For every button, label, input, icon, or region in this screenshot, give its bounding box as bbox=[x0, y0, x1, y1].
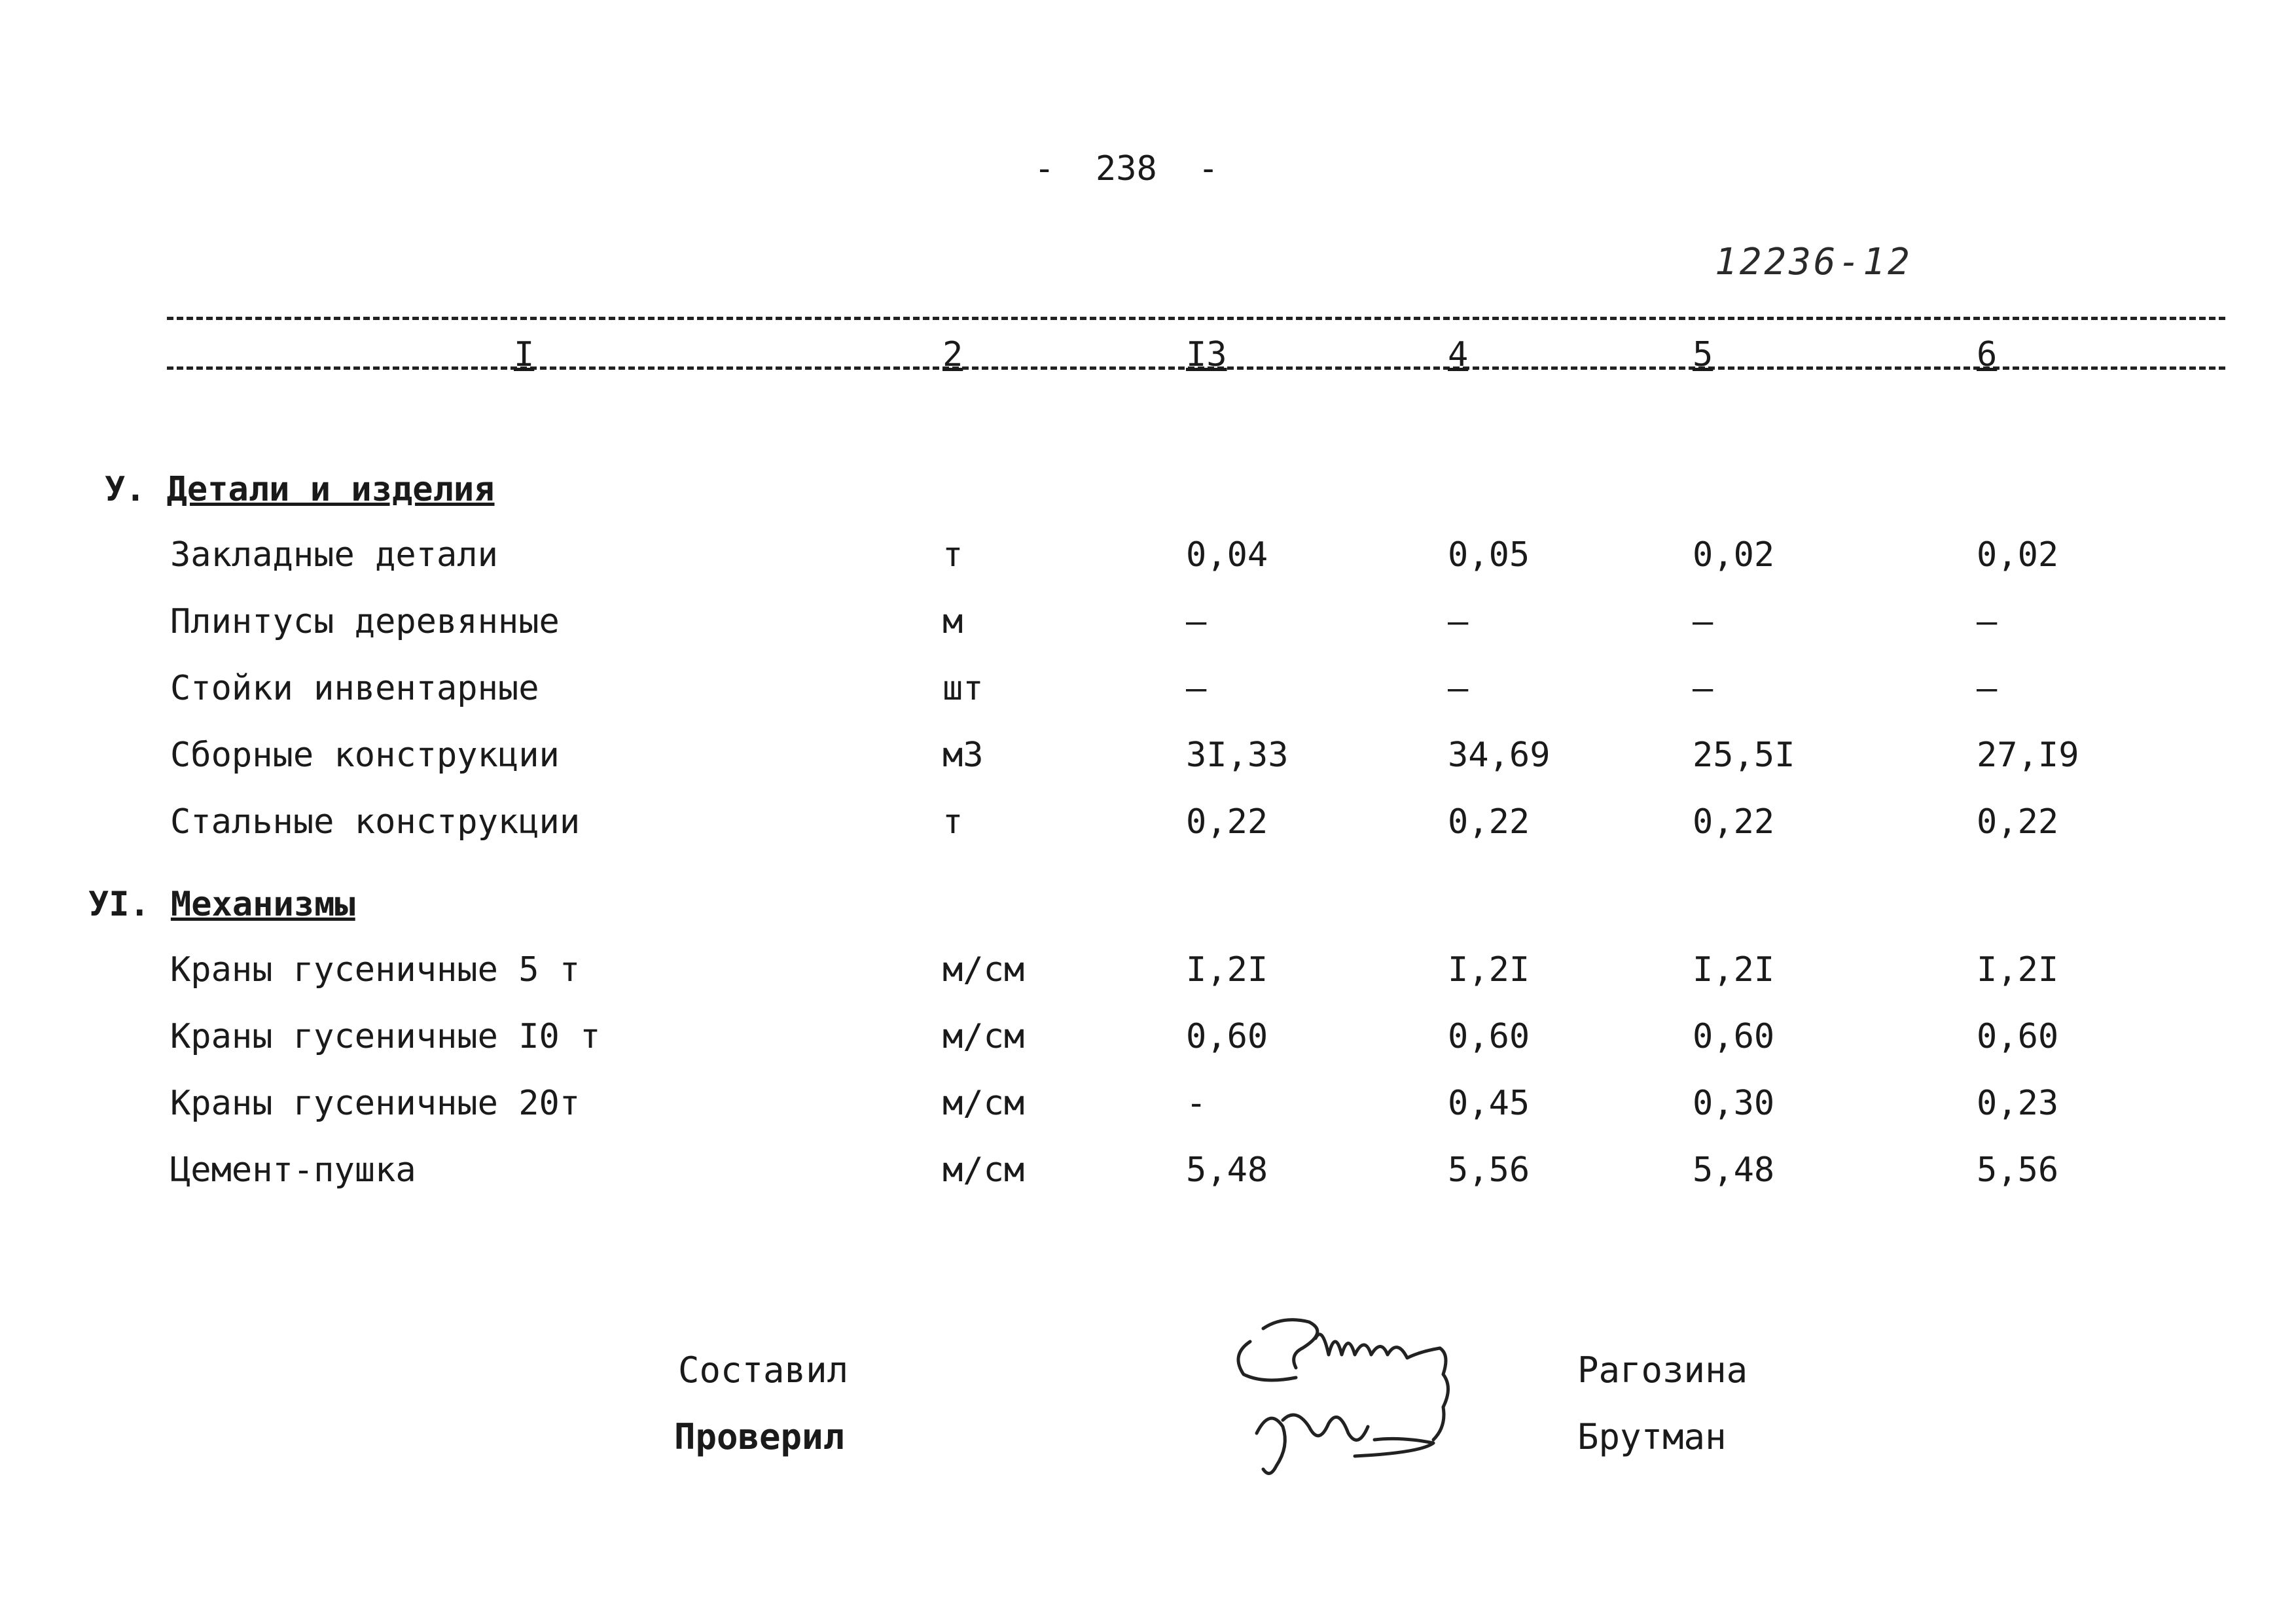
compiled-by-name: Рагозина bbox=[1577, 1349, 1748, 1391]
row-unit: т bbox=[942, 802, 963, 842]
table-row bbox=[0, 1150, 2296, 1196]
row-value-col5: – bbox=[1693, 669, 1713, 708]
page-number: - 238 - bbox=[1034, 149, 1219, 188]
row-value-col6: 0,60 bbox=[1977, 1017, 2059, 1056]
row-value-col3: - bbox=[1186, 1084, 1207, 1123]
section-title bbox=[105, 470, 495, 509]
column-header-5: 5 bbox=[1693, 335, 1713, 374]
row-value-col4: 0,05 bbox=[1448, 535, 1530, 575]
column-header-2: 2 bbox=[942, 335, 963, 374]
row-value-col5: 0,60 bbox=[1693, 1017, 1775, 1056]
column-header-1: I bbox=[514, 335, 535, 374]
row-value-col4: 0,22 bbox=[1448, 802, 1530, 842]
row-name: Краны гусеничные 5 т bbox=[170, 950, 581, 990]
row-value-col4: – bbox=[1448, 602, 1469, 641]
section-number: УI. bbox=[88, 885, 150, 924]
row-unit: м/см bbox=[942, 1150, 1025, 1190]
row-unit: шт bbox=[942, 669, 984, 708]
table-row bbox=[0, 802, 2296, 848]
checked-by-label: Проверил bbox=[674, 1416, 845, 1457]
row-value-col5: 5,48 bbox=[1693, 1150, 1775, 1190]
row-name: Краны гусеничные 20т bbox=[170, 1084, 581, 1123]
row-unit: м/см bbox=[942, 1017, 1025, 1056]
column-header-3: I3 bbox=[1186, 335, 1227, 374]
row-value-col4: 5,56 bbox=[1448, 1150, 1530, 1190]
section-number: У. bbox=[105, 470, 146, 509]
row-unit: м/см bbox=[942, 950, 1025, 990]
row-name: Плинтусы деревянные bbox=[170, 602, 560, 641]
column-header-6: 6 bbox=[1977, 335, 1998, 374]
checked-by-name: Брутман bbox=[1577, 1416, 1727, 1457]
section-heading: Механизмы bbox=[170, 885, 355, 924]
table-row bbox=[0, 950, 2296, 996]
row-name: Цемент-пушка bbox=[170, 1150, 416, 1190]
section-title bbox=[88, 885, 355, 924]
row-unit: м bbox=[942, 602, 963, 641]
row-value-col3: 5,48 bbox=[1186, 1150, 1268, 1190]
row-unit: м/см bbox=[942, 1084, 1025, 1123]
table-row bbox=[0, 535, 2296, 581]
row-value-col5: 0,02 bbox=[1693, 535, 1775, 575]
row-name: Сборные конструкции bbox=[170, 736, 560, 775]
row-name: Стойки инвентарные bbox=[170, 669, 539, 708]
row-name: Краны гусеничные I0 т bbox=[170, 1017, 601, 1056]
section-heading: Детали и изделия bbox=[166, 470, 495, 509]
table-row bbox=[0, 736, 2296, 781]
row-value-col6: 5,56 bbox=[1977, 1150, 2059, 1190]
row-unit: т bbox=[942, 535, 963, 575]
handwritten-signatures bbox=[1224, 1302, 1538, 1486]
row-name: Стальные конструкции bbox=[170, 802, 581, 842]
row-value-col3: – bbox=[1186, 602, 1207, 641]
row-value-col6: 0,23 bbox=[1977, 1084, 2059, 1123]
row-value-col4: I,2I bbox=[1448, 950, 1530, 990]
row-value-col6: – bbox=[1977, 602, 1998, 641]
row-value-col6: – bbox=[1977, 669, 1998, 708]
row-value-col5: 0,30 bbox=[1693, 1084, 1775, 1123]
row-value-col3: 0,04 bbox=[1186, 535, 1268, 575]
table-row bbox=[0, 602, 2296, 648]
row-value-col6: 27,I9 bbox=[1977, 736, 2079, 775]
document-code: 12236-12 bbox=[1715, 241, 1912, 283]
row-value-col6: 0,22 bbox=[1977, 802, 2059, 842]
row-value-col4: 34,69 bbox=[1448, 736, 1551, 775]
row-value-col6: I,2I bbox=[1977, 950, 2059, 990]
row-value-col4: – bbox=[1448, 669, 1469, 708]
column-header-4: 4 bbox=[1448, 335, 1469, 374]
row-value-col4: 0,60 bbox=[1448, 1017, 1530, 1056]
table-row bbox=[0, 1084, 2296, 1130]
row-value-col5: 0,22 bbox=[1693, 802, 1775, 842]
row-value-col5: 25,5I bbox=[1693, 736, 1795, 775]
table-row bbox=[0, 1017, 2296, 1063]
row-value-col3: I,2I bbox=[1186, 950, 1268, 990]
row-name: Закладные детали bbox=[170, 535, 498, 575]
row-value-col5: I,2I bbox=[1693, 950, 1775, 990]
row-value-col5: – bbox=[1693, 602, 1713, 641]
row-value-col6: 0,02 bbox=[1977, 535, 2059, 575]
row-value-col4: 0,45 bbox=[1448, 1084, 1530, 1123]
header-top-rule bbox=[167, 317, 2225, 320]
row-unit: м3 bbox=[942, 736, 984, 775]
compiled-by-label: Составил bbox=[678, 1349, 849, 1391]
row-value-col3: – bbox=[1186, 669, 1207, 708]
row-value-col3: 0,60 bbox=[1186, 1017, 1268, 1056]
table-row bbox=[0, 669, 2296, 715]
row-value-col3: 3I,33 bbox=[1186, 736, 1289, 775]
row-value-col3: 0,22 bbox=[1186, 802, 1268, 842]
